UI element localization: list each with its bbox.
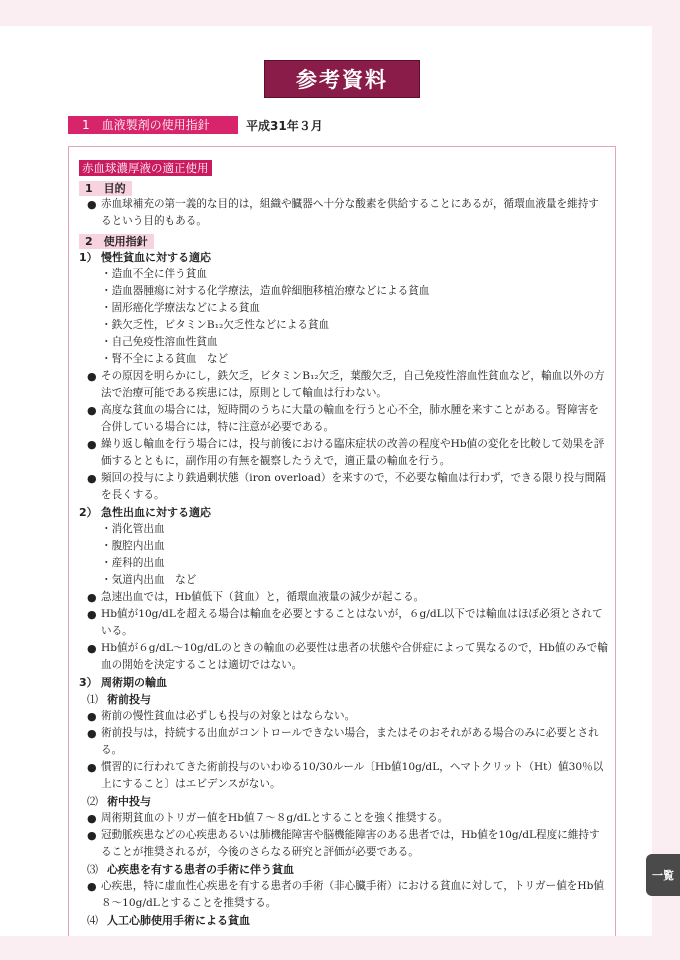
list-item: ・固形癌化学療法などによる貧血 [101,302,260,314]
bullet-icon: ● [87,812,97,825]
subsection-purpose: 1 目的 [79,181,132,196]
heading-chronic-anemia: 1） 慢性貧血に対する適応 [79,251,211,264]
section-label: 1 血液製剤の使用指針 [68,116,238,134]
subheading-cardiac-surgery: ⑶ 心疾患を有する患者の手術に伴う貧血 [87,863,294,876]
bullet-icon: ● [87,404,97,417]
subheading-preoperative: ⑴ 術前投与 [87,693,151,706]
bullet-icon: ● [87,198,97,211]
content-heading: 赤血球濃厚液の適正使用 [79,160,212,176]
content-box [68,146,616,936]
bullet-icon: ● [87,591,97,604]
bullet-item: ● 術前の慢性貧血は必ずしも投与の対象とはならない。 [79,708,609,725]
list-item: ・産科的出血 [101,557,165,569]
bullet-icon: ● [87,472,97,485]
bullet-item: ● 急速出血では，Hb値低下（貧血）と，循環血液量の減少が起こる。 [79,589,609,606]
list-item: ・腎不全による貧血 など [101,353,229,365]
bullet-item: ● Hb値が10g/dLを超える場合は輸血を必要とすることはないが，６g/dL以下では輸血はほぼ必須とされている。 [79,606,609,640]
bullet-item: ● 赤血球補充の第一義的な目的は，組織や臓器へ十分な酸素を供給することにあるが，循環血液量を維持するという目的もある。 [79,196,609,230]
list-item: ・自己免疫性溶血性貧血 [101,336,218,348]
list-item: ・腹腔内出血 [101,540,165,552]
subheading-intraoperative: ⑵ 術中投与 [87,795,151,808]
list-item: ・気道内出血 など [101,574,197,586]
section-header [68,116,323,134]
bullet-icon: ● [87,727,97,740]
list-item: ・消化管出血 [101,523,165,535]
bullet-item: ● Hb値が６g/dL～10g/dLのときの輸血の必要性は患者の状態や合併症によって異なるので，Hb値のみで輸血の開始を決定することは適切ではない。 [79,640,609,674]
bullet-icon: ● [87,761,97,774]
bullet-item: ● 冠動脈疾患などの心疾患あるいは肺機能障害や脳機能障害のある患者では，Hb値を10g/dL程度に維持することが推奨されるが，今後のさらなる研究と評価が必要である。 [79,827,609,861]
bullet-item: ● 高度な貧血の場合には，短時間のうちに大量の輸血を行うと心不全，肺水腫を来すことがある。腎障害を合併している場合には，特に注意が必要である。 [79,402,609,436]
bullet-item: ● 頻回の投与により鉄過剰状態（iron overload）を来すので，不必要な輸血は行わず，できる限り投与間隔を長くする。 [79,470,609,504]
section-date: 平成31年３月 [246,118,323,133]
bullet-icon: ● [87,880,97,893]
bullet-item: ● 慣習的に行われてきた術前投与のいわゆる10/30ルール〔Hb値10g/dL，ヘマトクリット（Ht）値30％以上にすること〕はエビデンスがない。 [79,759,609,793]
bullet-icon: ● [87,370,97,383]
bullet-icon: ● [87,642,97,655]
bullet-icon: ● [87,710,97,723]
list-item: ・造血器腫瘍に対する化学療法，造血幹細胞移植治療などによる貧血 [101,285,430,297]
subsection-guideline: 2 使用指針 [79,234,154,249]
list-item: ・鉄欠乏性，ビタミンB₁₂欠乏性などによる貧血 [101,319,330,331]
bullet-icon: ● [87,438,97,451]
list-item: ・造血不全に伴う貧血 [101,268,207,280]
heading-perioperative: 3） 周術期の輸血 [79,676,167,689]
bullet-item: ● 繰り返し輸血を行う場合には，投与前後における臨床症状の改善の程度やHb値の変化を比較して効果を評価するとともに，副作用の有無を観察したうえで，適正量の輸血を行う。 [79,436,609,470]
bullet-item: ● その原因を明らかにし，鉄欠乏，ビタミンB₁₂欠乏，葉酸欠乏，自己免疫性溶血性貧血など，輸血以外の方法で治療可能である疾患には，原則として輸血は行わない。 [79,368,609,402]
page-title: 参考資料 [264,60,420,98]
bullet-icon: ● [87,608,97,621]
bullet-icon: ● [87,829,97,842]
bullet-item: ● 術前投与は，持続する出血がコントロールできない場合，またはそのおそれがある場合のみに必要とされる。 [79,725,609,759]
bullet-item: ● 心疾患，特に虚血性心疾患を有する患者の手術（非心臓手術）における貧血に対して，トリガー値をHb値８～10g/dLとすることを推奨する。 [79,878,609,912]
subheading-cardiopulmonary: ⑷ 人工心肺使用手術による貧血 [87,914,250,927]
bullet-item: ● 周術期貧血のトリガー値をHb値７～８g/dLとすることを強く推奨する。 [79,810,609,827]
index-tab[interactable]: 一覧 [646,854,680,896]
content-body [79,157,609,929]
heading-acute-bleeding: 2） 急性出血に対する適応 [79,506,211,519]
